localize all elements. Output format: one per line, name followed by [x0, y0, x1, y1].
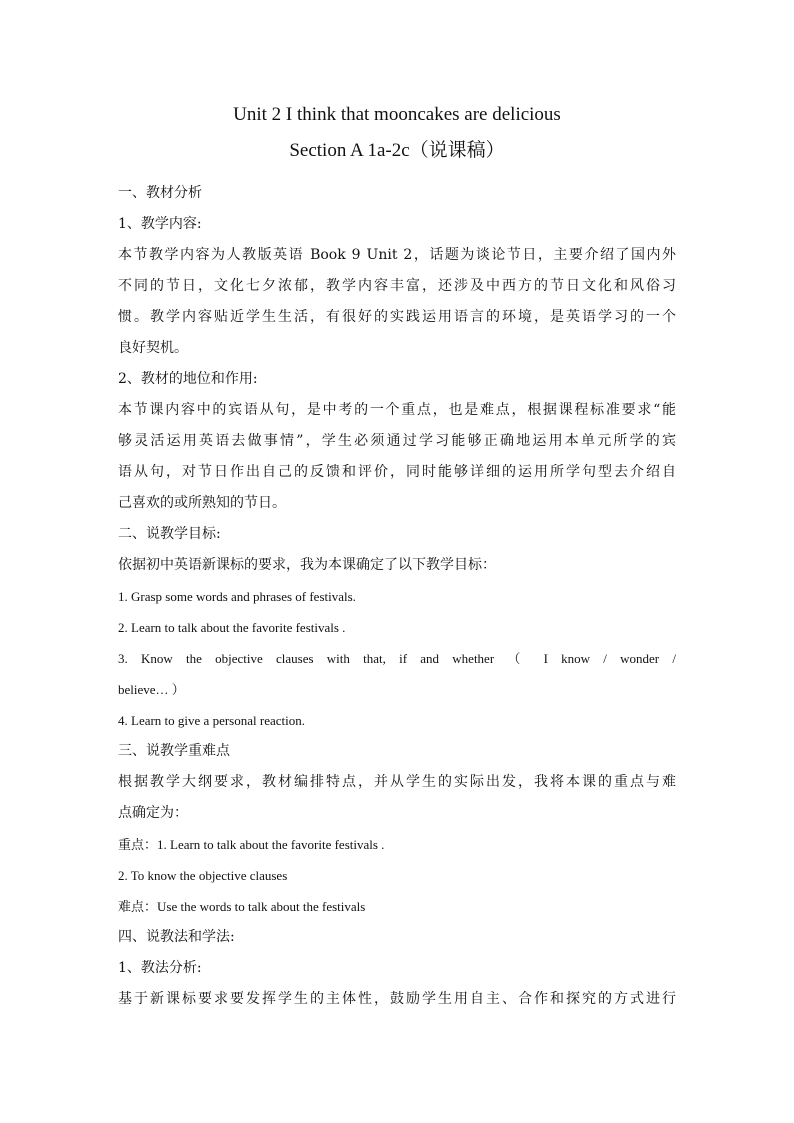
paragraph-line: 语从句，对节日作出自己的反馈和评价，同时能够详细的运用所学句型去介绍自 — [118, 464, 676, 480]
paragraph-line: 惯。教学内容贴近学生生活，有很好的实践运用语言的环境，是英语学习的一个 — [118, 309, 676, 325]
key-point-item: 重点：1. Learn to talk about the favorite festivals . — [118, 837, 385, 852]
paragraph-line: 基于新课标要求要发挥学生的主体性，鼓励学生用自主、合作和探究的方式进行 — [118, 991, 676, 1007]
document-subtitle: Section A 1a-2c（说课稿） — [289, 140, 505, 161]
objective-item: 4. Learn to give a personal reaction. — [118, 713, 305, 728]
paragraph-line: 本节课内容中的宾语从句，是中考的一个重点，也是难点，根据课程标准要求“能 — [118, 402, 676, 418]
paragraph-line: 良好契机。 — [118, 340, 188, 356]
subheading-teaching-method: 1、教法分析: — [118, 960, 202, 976]
paragraph-line: 根据教学大纲要求，教材编排特点，并从学生的实际出发，我将本课的重点与难 — [118, 774, 676, 790]
section-heading-objectives: 二、说教学目标: — [118, 526, 221, 542]
document-page — [118, 100, 676, 1015]
paragraph-line: 己喜欢的或所熟知的节日。 — [118, 495, 286, 511]
subheading-content: 1、教学内容: — [118, 216, 202, 232]
objective-item-continued: believe… ） — [118, 682, 185, 697]
objective-item: 2. Learn to talk about the favorite festivals . — [118, 620, 346, 635]
paragraph-line: 不同的节日，文化七夕浓郁，教学内容丰富，还涉及中西方的节日文化和风俗习 — [118, 278, 676, 294]
key-point-item: 2. To know the objective clauses — [118, 868, 288, 883]
document-title: Unit 2 I think that mooncakes are delicious — [233, 104, 561, 125]
section-heading-materials: 一、教材分析 — [118, 185, 202, 201]
objective-item: 1. Grasp some words and phrases of festivals. — [118, 589, 356, 604]
paragraph-line: 本节教学内容为人教版英语 Book 9 Unit 2，话题为谈论节日，主要介绍了国内外 — [118, 247, 676, 263]
subheading-role: 2、教材的地位和作用: — [118, 371, 258, 387]
paragraph-line: 够灵活运用英语去做事情”，学生必须通过学习能够正确地运用本单元所学的宾 — [118, 433, 676, 449]
difficulty-item: 难点：Use the words to talk about the festivals — [118, 899, 366, 914]
objective-item: 3. Know the objective clauses with that, if and whether （ I know / wonder / — [118, 651, 676, 666]
paragraph-line: 点确定为： — [118, 805, 188, 821]
section-heading-key-points: 三、说教学重难点 — [118, 743, 230, 759]
section-heading-methods: 四、说教法和学法: — [118, 929, 235, 945]
paragraph-line: 依据初中英语新课标的要求，我为本课确定了以下教学目标： — [118, 557, 496, 573]
